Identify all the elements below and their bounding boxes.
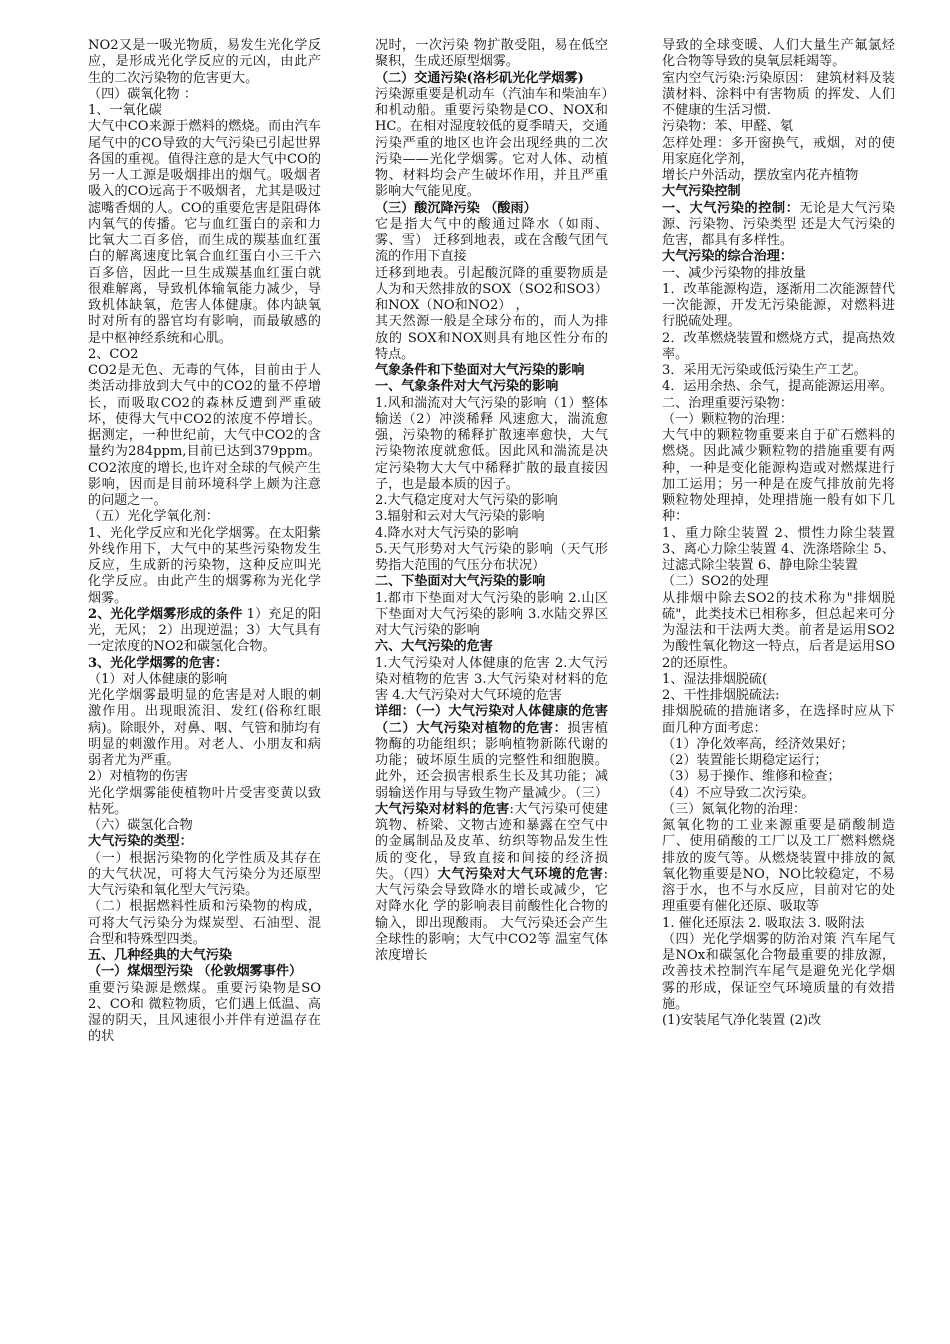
paragraph: CO2是无色、无毒的气体，目前由于人类活动排放到大气中的CO2的量不停增长，而吸取CO2的森林反遭到严重破坏，使得大气中CO2的浓度不停增长。据测定，一种世纪前，大气中CO2的含量约为284ppm,目前已达到379ppm。 CO2浓度的增长,也许对全球的气候产生影响，因而是目前环境科学上颇为注意的问题之一。: [88, 363, 321, 508]
paragraph: （五）光化学氧化剂：: [88, 509, 219, 525]
paragraph: （三）酸沉降污染 （酸雨）: [375, 200, 537, 216]
paragraph: 2.大气稳定度对大气污染的影响: [375, 493, 558, 508]
paragraph: 增长户外活动，摆放室内花卉植物: [662, 168, 859, 183]
paragraph: 六、大气污染的危害: [375, 639, 493, 655]
paragraph: 1、重力除尘装置 2、惯性力除尘装置 3、离心力除尘装置 4、洗涤塔除尘 5、过滤式除尘装置 6、静电除尘装置: [662, 525, 895, 573]
paragraph: 1．改革能源构造，逐渐用二次能源替代一次能源，开发无污染能源，对燃料进行脱硫处理。: [662, 281, 895, 330]
paragraph: 污染物：苯、甲醛、氡: [662, 119, 793, 135]
paragraph: （二）SO2的处理: [662, 574, 769, 590]
paragraph: 3、光化学烟雾的危害：: [88, 655, 229, 671]
paragraph: （1）净化效率高，经济效果好；: [662, 736, 854, 752]
paragraph: 五、几种经典的大气污染: [88, 948, 233, 963]
paragraph: 1、一氧化碳: [88, 103, 162, 118]
paragraph: 二、下垫面对大气污染的影响: [375, 574, 546, 590]
paragraph: 3.辐射和云对大气污染的影响: [375, 509, 545, 525]
paragraph: 4.降水对大气污染的影响: [375, 525, 519, 541]
paragraph: 1.风和湍流对大气污染的影响（1）整体输送（2）冲淡稀释 风速愈大，湍流愈强，污染物的稀释扩散速率愈快，大气污染物浓度就愈低。因此风和湍流是决定污染物大大气中稀释扩散的最直接因子，也是最本质的因子。: [375, 395, 608, 492]
paragraph: 2．改革燃烧装置和燃烧方式，提高热效率。: [662, 330, 895, 362]
paragraph: （一）颗粒物的治理：: [662, 411, 793, 427]
paragraph: 污染源重要是机动车（汽油车和柴油车）和机动船。重要污染物是CO、NOX和HC。在相对湿度较低的夏季晴天，交通污染严重的地区也许会出现经典的二次污染——光化学烟雾。它对人体、动植物、材料均会产生破坏作用，并且严重影响大气能见度。: [375, 86, 608, 200]
paragraph: （六）碳氢化合物: [88, 818, 193, 833]
paragraph: （三）氮氧化物的治理：: [662, 801, 807, 817]
paragraph: （二）交通污染(洛杉矶光化学烟雾): [375, 70, 584, 86]
paragraph: 一、大气污染的控制：无论是大气污染源、污染物、污染类型 还是大气污染的危害，都具有多样性。: [662, 200, 896, 248]
paragraph: 2）对植物的伤害: [88, 769, 188, 785]
paragraph: 气象条件和下垫面对大气污染的影响: [375, 363, 585, 378]
paragraph: 大气中的颗粒物重要来自于矿石燃料的燃烧。因此减少颗粒物的措施重要有两种，一种是变化能源构造或对燃煤进行加工运用；另一种是在废气排放前先将颗粒物处理掉，处理措施一般有如下几种：: [662, 428, 895, 525]
paragraph: 1、湿法排烟脱硫(: [662, 671, 768, 687]
paragraph: 二、治理重要污染物：: [662, 395, 793, 411]
paragraph: 排烟脱硫的措施诸多，在选择时应从下面几种方面考虑：: [662, 704, 895, 736]
paragraph: 3．采用无污染或低污染生产工艺。: [662, 363, 867, 378]
paragraph: 一、气象条件对大气污染的影响: [375, 379, 559, 395]
paragraph: （一）根据污染物的化学性质及其存在的大气状况，可将大气污染分为还原型大气污染和氧化型大气污染。: [88, 850, 321, 898]
paragraph: 大气污染的类型：: [88, 834, 193, 850]
paragraph: （二）根据燃料性质和污染物的构成，可将大气污染分为煤炭型、石油型、混合型和特殊型四类。: [88, 899, 321, 947]
paragraph: 4．运用余热、余气，提高能源运用率。: [662, 379, 893, 395]
paragraph: 氮氧化物的工业来源重要是硝酸制造厂、使用硝酸的工厂以及工厂燃料燃烧排放的废气等。从燃烧装置中排放的氮氧化物重要是NO，NO比较稳定，不易溶于水，也不与水反应，目前对它的处理重要有催化还原、吸取等: [662, 818, 895, 915]
paragraph: 况时，一次污染 物扩散受阻，易在低空聚积，生成还原型烟雾。: [375, 38, 608, 70]
paragraph: 室内空气污染:污染原因： 建筑材料及装潢材料、涂料中有害物质 的挥发、人们不健康的生活习惯.: [662, 70, 895, 118]
paragraph: 从排烟中除去SO2的技术称为"排烟脱硫"，此类技术已相称多，但总起来可分为湿法和干法两大类。前者是运用SO2为酸性氧化物这一特点，后者是运用SO2的还原性。: [662, 590, 895, 671]
paragraph: 5.天气形势对大气污染的影响（天气形势指大范围的气压分布状况）: [375, 541, 608, 573]
paragraph: 1.都市下垫面对大气污染的影响 2.山区下垫面对大气污染的影响 3.水陆交界区对大气污染的影响: [375, 590, 608, 638]
paragraph: 1、光化学反应和光化学烟雾。在太阳紫外线作用下，大气中的某些污染物发生反应，生成新的污染物，这种反应叫光化学反应。由此产生的烟雾称为光化学烟雾。: [88, 525, 321, 606]
paragraph: （四）碳氧化物 ：: [88, 86, 197, 102]
paragraph: （1）对人体健康的影响: [88, 671, 228, 687]
paragraph: (1)安装尾气净化装置 (2)改: [662, 1013, 822, 1028]
paragraph: 一、减少污染物的排放量: [662, 265, 807, 281]
paragraph: （四）光化学烟雾的防治对策 汽车尾气是NOx和碳氢化合物最重要的排放源，改善技术控制汽车尾气是避免光化学烟雾的形成，保证空气环境质量的有效措施。: [662, 931, 895, 1012]
paragraph: （3）易于操作、维修和检查；: [662, 769, 841, 785]
paragraph: 详细：（一）大气污染对人体健康的危害（二）大气污染对植物的危害：损害植物酶的功能组织；影响植物新陈代谢的功能；破坏原生质的完整性和细胞膜。此外，还会损害根系生长及其功能；减弱输送作用与导致生物产量减少。（三）大气污染对材料的危害:大气污染可使建筑物、桥梁、文物古迹和暴露在空气中的金属制品及皮革、纺织等物品发生性质的变化，导致直接和间接的经济损失。（四）大气污染对大气环境的危害:大气污染会导致降水的增长或减少，它对降水化 学的影响表目前酸性化合物的输入，即出现酸雨。 大气污染还会产生全球性的影响；大气中CO2等 温室气体浓度增长: [375, 704, 609, 963]
paragraph: 其天然源一般是全球分布的，而人为排放的 SOX和NOX则具有地区性分布的特点。: [375, 314, 608, 362]
paragraph: NO2又是一吸光物质，易发生光化学反应，是形成光化学反应的元凶，由此产生的二次污染物的危害更大。: [88, 38, 321, 86]
paragraph: 导致的全球变暖、人们大量生产氟氯烃化合物等导致的臭氧层耗竭等。: [662, 38, 895, 70]
paragraph: 它是指大气中的酸通过降水（如雨、雾、雪） 迁移到地表，或在含酸气团气流的作用下直接: [375, 216, 608, 265]
paragraph: 大气中CO来源于燃料的燃烧。而由汽车尾气中的CO导致的大气污染已引起世界各国的重视。值得注意的是大气中CO的另一人工源是吸烟排出的烟气。吸烟者吸入的CO远高于不吸烟者，尤其是吸过滤嘴香烟的人。CO的重要危害是阻碍体内氧气的传播。它与血红蛋白的亲和力比氧大二百多倍，而生成的羰基血红蛋白的解离速度比氧合血红蛋白小三千六百多倍，因此一旦生成羰基血红蛋白就很难解离，导致机体输氧能力减少，导致机体缺氧，危害人体健康。体内缺氧时对所有的器官均有影响，而最敏感的是中枢神经系统和心肌。: [88, 119, 321, 346]
paragraph: 大气污染控制: [662, 184, 741, 200]
paragraph: 怎样处理：多开窗换气，戒烟，对的使用家庭化学剂，: [662, 135, 895, 167]
text-column-left: [88, 38, 321, 1046]
paragraph: （一）煤烟型污染 （伦敦烟雾事件）: [88, 964, 303, 980]
paragraph: 光化学烟雾能使植物叶片受害变黄以致枯死。: [88, 785, 321, 817]
paragraph: 重要污染源是燃煤。重要污染物是SO2、CO和 微粒物质，它们遇上低温、高湿的阴天，且风速很小并伴有逆温存在的状: [88, 980, 321, 1045]
paragraph: 2、干性排烟脱硫法:: [662, 688, 780, 703]
paragraph: 迁移到地表。引起酸沉降的重要物质是人为和天然排放的SOX（SO2和SO3）和NOX（NO和NO2） ，: [375, 265, 608, 313]
paragraph: 1.大气污染对人体健康的危害 2.大气污染对植物的危害 3.大气污染对材料的危害 4.大气污染对大气环境的危害: [375, 655, 608, 703]
paragraph: （4）不应导致二次污染。: [662, 785, 815, 801]
paragraph: （2）装置能长期稳定运行；: [662, 753, 828, 768]
paragraph: 光化学烟雾最明显的危害是对人眼的刺激作用。出现眼流泪、发红(俗称红眼病)。除眼外，对鼻、咽、气管和肺均有明显的刺激作用。对老人、小朋友和病弱者尤为严重。: [88, 688, 321, 768]
paragraph: 2、光化学烟雾形成的条件 1）充足的阳光，无风； 2）出现逆温；3）大气具有一定浓度的NO2和碳氢化合物。: [88, 606, 321, 655]
text-column-right: [662, 38, 895, 1029]
paragraph: 1. 催化还原法 2. 吸取法 3. 吸附法: [662, 915, 865, 931]
text-column-middle: [375, 38, 608, 964]
paragraph: 大气污染的综合治理：: [662, 249, 793, 265]
paragraph: 2、CO2: [88, 346, 139, 362]
